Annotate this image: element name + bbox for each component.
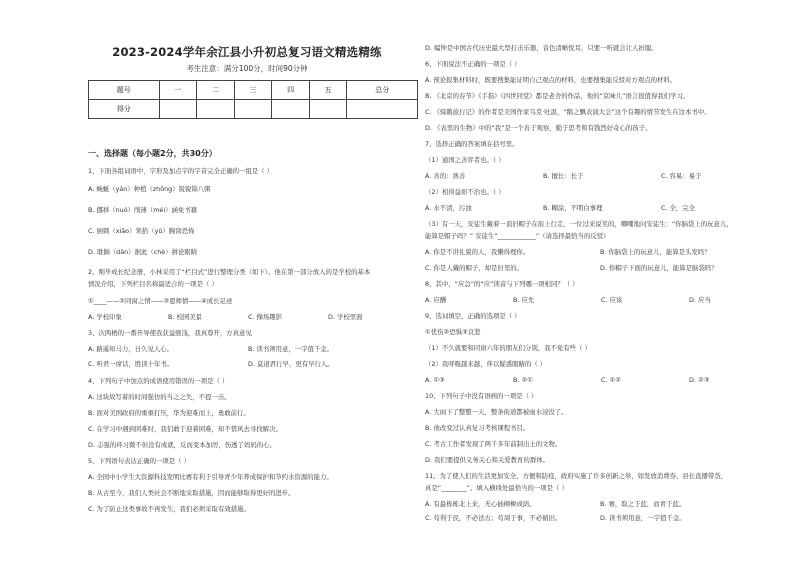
option-line: A. 大雨下了整整一天，整条街道都被雨水浸没了。 [425, 408, 568, 416]
option-line: C. 为了防止这类事故不再发生，我们必须采取有效措施。 [88, 505, 250, 513]
option: B. ②① [513, 376, 533, 384]
option-row [425, 376, 709, 384]
option: A. 学校印象 [88, 313, 122, 321]
option: D. 你帽子下面的玩意儿，能算是脑袋吗？ [600, 264, 718, 272]
option-row [425, 296, 711, 304]
question-line: 2、刚毕成长纪念册，小林采用了“栏目式”进行整理分类（如下）。他在第一部分放入的是学校的基本 [88, 268, 371, 276]
score-table-cell: 题号 [89, 81, 160, 100]
score-table-cell: 二 [197, 81, 235, 100]
option: C. 苟利于民，不必法古；苟周于事，不必循旧。 [425, 514, 562, 522]
option-line: C. 倒刺（xiāo）领掐（yǔ）胸窝恐怖 [88, 227, 195, 235]
question-line: （2）我呼吸越来越，伴以疑惑眼睛的（ ） [425, 360, 547, 368]
question-line: 6、下面说法不正确的一项是（ ） [425, 60, 521, 68]
section-heading: 一、选择题（每小题2分，共30分） [88, 149, 217, 158]
option-row [88, 345, 333, 353]
option: B. 应允 [513, 296, 535, 304]
question-line: 11、为了使人们的生活更加安全、方便和防疫，政府实施了许多创新之举，如发放消费券、县长直播带货， [425, 472, 728, 480]
question-line: （1）通国之善弈者也。（ ） [425, 156, 505, 164]
option: A. 水不清，污浊 [425, 204, 472, 212]
option: D. 读书须用意，一字值千金。 [600, 514, 686, 522]
score-table [88, 80, 418, 119]
option: A. 应酬 [425, 296, 447, 304]
question-line: 7、选择正确的答案填在括号里。 [425, 140, 519, 148]
option-line: A. 预论报集材料时，既要搜集能证明自己观点的材料，也要搜集能反驳对方观点的材料。 [425, 76, 677, 84]
question-line: 能算是帽子吗？” 安徒生“____________”（请选择最恰当的反驳） [425, 232, 610, 240]
option: A. ①③ [425, 376, 445, 384]
option-line: D. 编钟是中国古代历史最大型打击乐器，音色清晰悦耳，只要一听就会让人折服。 [425, 44, 658, 52]
option-row [425, 264, 718, 272]
option-line: D. 耽搁（dān）据此（chè）拼论眼睛 [88, 248, 198, 256]
option: C. 应该 [601, 296, 623, 304]
question-line: 8、其中，“应急”的“应”读音与下列哪一项相同？（ ） [425, 280, 579, 288]
option: A. 你是不讲礼貌的人，我懒得理你。 [425, 248, 530, 256]
option: B. 你脑袋上的玩意儿，能算是头发吗？ [600, 248, 711, 256]
question-line: （3）有一天，安徒生戴着一顶旧帽子在街上行走，一位过来说笑的，嘲嘲地问安徒生：“你脑袋上的玩意儿， [425, 220, 733, 228]
score-table-blank [234, 100, 272, 119]
option: D. ②③ [689, 376, 710, 384]
option: C. 容易：易于 [661, 172, 702, 180]
question-line: 1、下面各组词语中，字形及加点字的字音完全正确的一组是（ ） [88, 167, 274, 175]
question-line: 情况介绍，下列栏目名称最适合的一项是（ ） [88, 280, 218, 288]
option-line: B. 面对美国政府的重重打压，华为迎难而上，勇敢前行。 [88, 409, 250, 417]
option: C. 操场趣影 [248, 313, 283, 321]
option: D. 莫道君行早，更有早行人。 [248, 360, 334, 368]
option-line: C. 《骑鹅旅行记》的作者是美国作家乌克·吐温，“鹅之飘表演大会”这个有趣的情节发生在这本书中。 [425, 108, 711, 116]
question-line: 4、下列句子中加点的成语使用错误的一项是（ ） [88, 377, 229, 385]
score-table-cell: 三 [234, 81, 272, 100]
option: A. 有最栋栋北上来，无心插柳柳成荫。 [425, 500, 536, 508]
question-line: 5、下列语句表达正确的一项是（ ） [88, 457, 190, 465]
option-line: D. 我们要提供义务关心和关爱教育的群体。 [425, 456, 550, 464]
option: C. 听君一席话，胜读十年书。 [88, 360, 174, 368]
option-line: B. 从古至今，我们人类社会不断地采取措施，因而能够取得更好的进步。 [88, 489, 295, 497]
score-table-score-row [89, 100, 418, 119]
score-table-cell: 四 [272, 81, 310, 100]
option: C. 你是人戴的帽子，却是旧里的。 [425, 264, 523, 272]
score-table-blank [159, 100, 197, 119]
exam-notice: 考生注意：满分100分，时间90分钟 [186, 64, 308, 73]
option: C. ①② [601, 376, 621, 384]
option: A. 善的：熟善 [425, 172, 466, 180]
option-row [425, 500, 685, 508]
question-line: ①优伤②恐惧③哀悲 [425, 328, 481, 336]
question-line: 3、次两栖的一番开导使我获益匪浅，我真尊开，方真意见 [88, 329, 252, 337]
option-row [425, 172, 701, 180]
score-table-cell: 五 [309, 81, 347, 100]
question-line: （1）不久就要和同窗六年的朋友们分别，我不免有些（ ） [425, 344, 591, 352]
option-line: A. 这块故写着的时间强仿的当之之失，不提一击。 [88, 393, 231, 401]
option-line: A. 全国中小学生大资源科技发明比赛有利于引导青少年养成保护和节约水资源的能力。 [88, 473, 333, 481]
option-row [88, 313, 363, 321]
score-table-blank [309, 100, 347, 119]
score-table-header-row [89, 81, 418, 100]
question-line: 9、选词填空，正确的选项是（ ） [425, 312, 521, 320]
score-table-cell: 得分 [89, 100, 160, 119]
option-line: B. 他改变过认真复习考核课程书目。 [425, 424, 530, 432]
question-line: 10、下列句子中没有语病的一项是（ ） [425, 392, 538, 400]
exam-title: 2023-2024学年余江县小升初总复习语文精选精练 [112, 45, 382, 59]
option-line: A. 蜿蜒（yán）种植（zhōng）锐锐锦八粥 [88, 185, 211, 193]
score-table-cell: 一 [159, 81, 197, 100]
option: B. 赛，取之于蓝，而青于蓝。 [600, 500, 686, 508]
question-line: （2）相得益彰不治也。（ ） [425, 188, 505, 196]
option: B. 读书须用意，一字值千金。 [248, 345, 334, 353]
option-line: D. 《表里的生物》中的“我”是一个善于观察，勤于思考和有钱烈好奇心的孩子。 [425, 124, 652, 132]
option: B. 擅长：长于 [543, 172, 584, 180]
option-line: B. 挪移（nuó）削薄（méi）涵免书籍 [88, 206, 198, 214]
option-row [425, 248, 711, 256]
option: D. 学校里面 [328, 313, 363, 321]
score-table-blank [197, 100, 235, 119]
option: A. 路遥知马力，日久见人心。 [88, 345, 174, 353]
option-row [88, 360, 334, 368]
option-line: B. 《北京的春节》《手指》《四世同堂》都是老舍的作品，他的“京味儿”语言很值得我们学习。 [425, 92, 690, 100]
option: C. 全，完全 [661, 204, 696, 212]
question-line: 真是“________”。填入横线处最恰当的一项是（ ） [425, 484, 568, 492]
score-table-cell: 总分 [347, 81, 418, 100]
option: D. 应当 [689, 296, 711, 304]
option-row [425, 514, 686, 522]
score-table-blank [347, 100, 418, 119]
option-line: D. 志强的环习微不但没有成就，反而变本加厉，伤透了妈妈的心。 [88, 441, 276, 449]
option-row [425, 204, 695, 212]
score-table-blank [272, 100, 310, 119]
option-line: C. 考古工作者发现了两千多年前制出土的文物。 [425, 440, 562, 448]
option: B. 校园美景 [168, 313, 203, 321]
option-line: C. 在学习中遇到困难时，我们敢于迎着困难，知不惜风去寻找解决。 [88, 425, 282, 433]
option: B. 糊涂，不明白事理 [543, 204, 603, 212]
question-line: ①____——②同窗之情——③恩师情——④成长足迹 [88, 297, 233, 305]
